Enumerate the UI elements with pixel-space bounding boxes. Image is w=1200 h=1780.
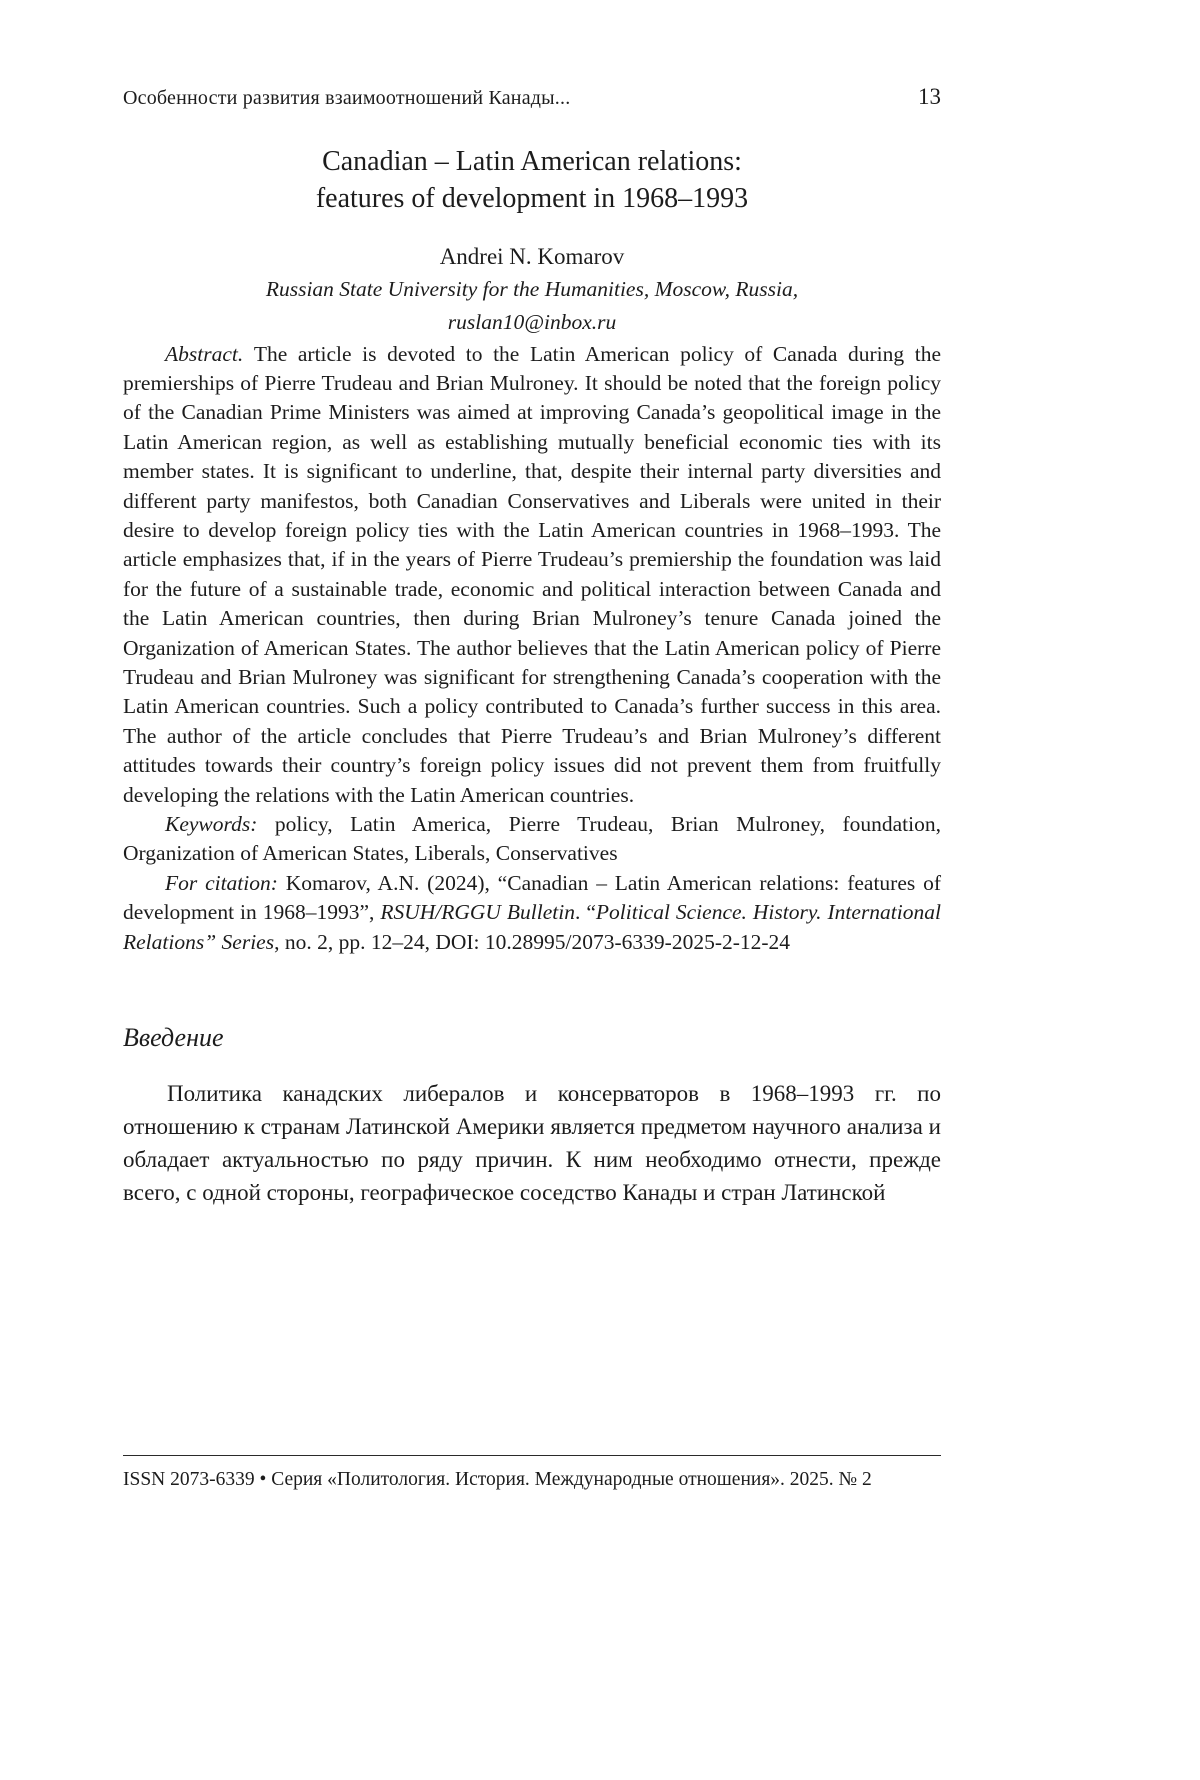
citation-text-3: , no. 2, pp. 12–24, DOI: 10.28995/2073-6339-2025-2-12-24 (274, 929, 791, 954)
page-content (123, 84, 941, 1209)
keywords-paragraph (123, 810, 941, 869)
abstract-label: Abstract. (165, 341, 254, 366)
abstract-text: The article is devoted to the Latin American policy of Canada during the premierships of Pierre Trudeau and Brian Mulroney. It should be noted that the foreign policy of the Canadian Prime Ministers was aimed at improving Canada’s geopolitical image in the Latin American region, as well as establishing mutually beneficial economic ties with its member states. It is significant to underline, that, despite their internal party diversities and different party manifestos, both Canadian Conservatives and Liberals were united in their desire to develop foreign policy ties with the Latin American countries in 1968–1993. The article emphasizes that, if in the years of Pierre Trudeau’s premiership the foundation was laid for the future of a sustainable trade, economic and political interaction between Canada and the Latin American countries, then during Brian Mulroney’s tenure Canada joined the Organization of American States. The author believes that the Latin American policy of Pierre Trudeau and Brian Mulroney was significant for strengthening Canada’s cooperation with the Latin American countries. Such a policy contributed to Canada’s further success in this area. The author of the article concludes that Pierre Trudeau’s and Brian Mulroney’s different attitudes towards their country’s foreign policy issues did not prevent them from fruitfully developing the relations with the Latin American countries. (123, 341, 941, 807)
article-title (123, 144, 941, 218)
author-affiliation: Russian State University for the Humanities, Moscow, Russia, (265, 276, 799, 301)
author-affiliation-block (123, 273, 941, 340)
page-number: 13 (918, 84, 941, 109)
running-head (123, 84, 941, 110)
keywords-text: policy, Latin America, Pierre Trudeau, Brian Mulroney, foundation, Organization of American States, Liberals, Conservatives (123, 812, 941, 866)
citation-label: For citation: (165, 870, 286, 895)
article-title-line2: features of development in 1968–1993 (315, 182, 749, 214)
author-name: Andrei N. Komarov (439, 243, 625, 269)
citation-paragraph (123, 869, 941, 957)
author-email: ruslan10@inbox.ru (447, 310, 617, 335)
citation-text-2: . “ (574, 900, 596, 925)
citation-journal-name: RSUH/RGGU Bulletin (380, 900, 575, 925)
running-head-title: Особенности развития взаимоотношений Канады... (123, 87, 571, 109)
footer-issn-line: ISSN 2073-6339 • Серия «Политология. История. Международные отношения». 2025. № 2 (123, 1469, 872, 1490)
article-title-line1: Canadian – Latin American relations: (322, 146, 742, 177)
abstract-paragraph (123, 340, 941, 811)
introduction-paragraph: Политика канадских либералов и консерваторов в 1968–1993 гг. по отношению к странам Латинской Америки является предметом научного анализа и обладает актуальностью по ряду причин. К ним необходимо отнести, прежде всего, с одной стороны, географическое соседство Канады и стран Латинской (123, 1081, 941, 1206)
keywords-label: Keywords: (165, 812, 275, 837)
page-footer (123, 1455, 941, 1491)
citation-series-name: Political Science. History. International Relations” Series (123, 900, 941, 954)
section-heading-introduction: Введение (123, 1023, 224, 1053)
citation-text-1: Komarov, A.N. (2024), “Canadian – Latin American relations: features of development in 1968–1993”, (123, 870, 941, 925)
